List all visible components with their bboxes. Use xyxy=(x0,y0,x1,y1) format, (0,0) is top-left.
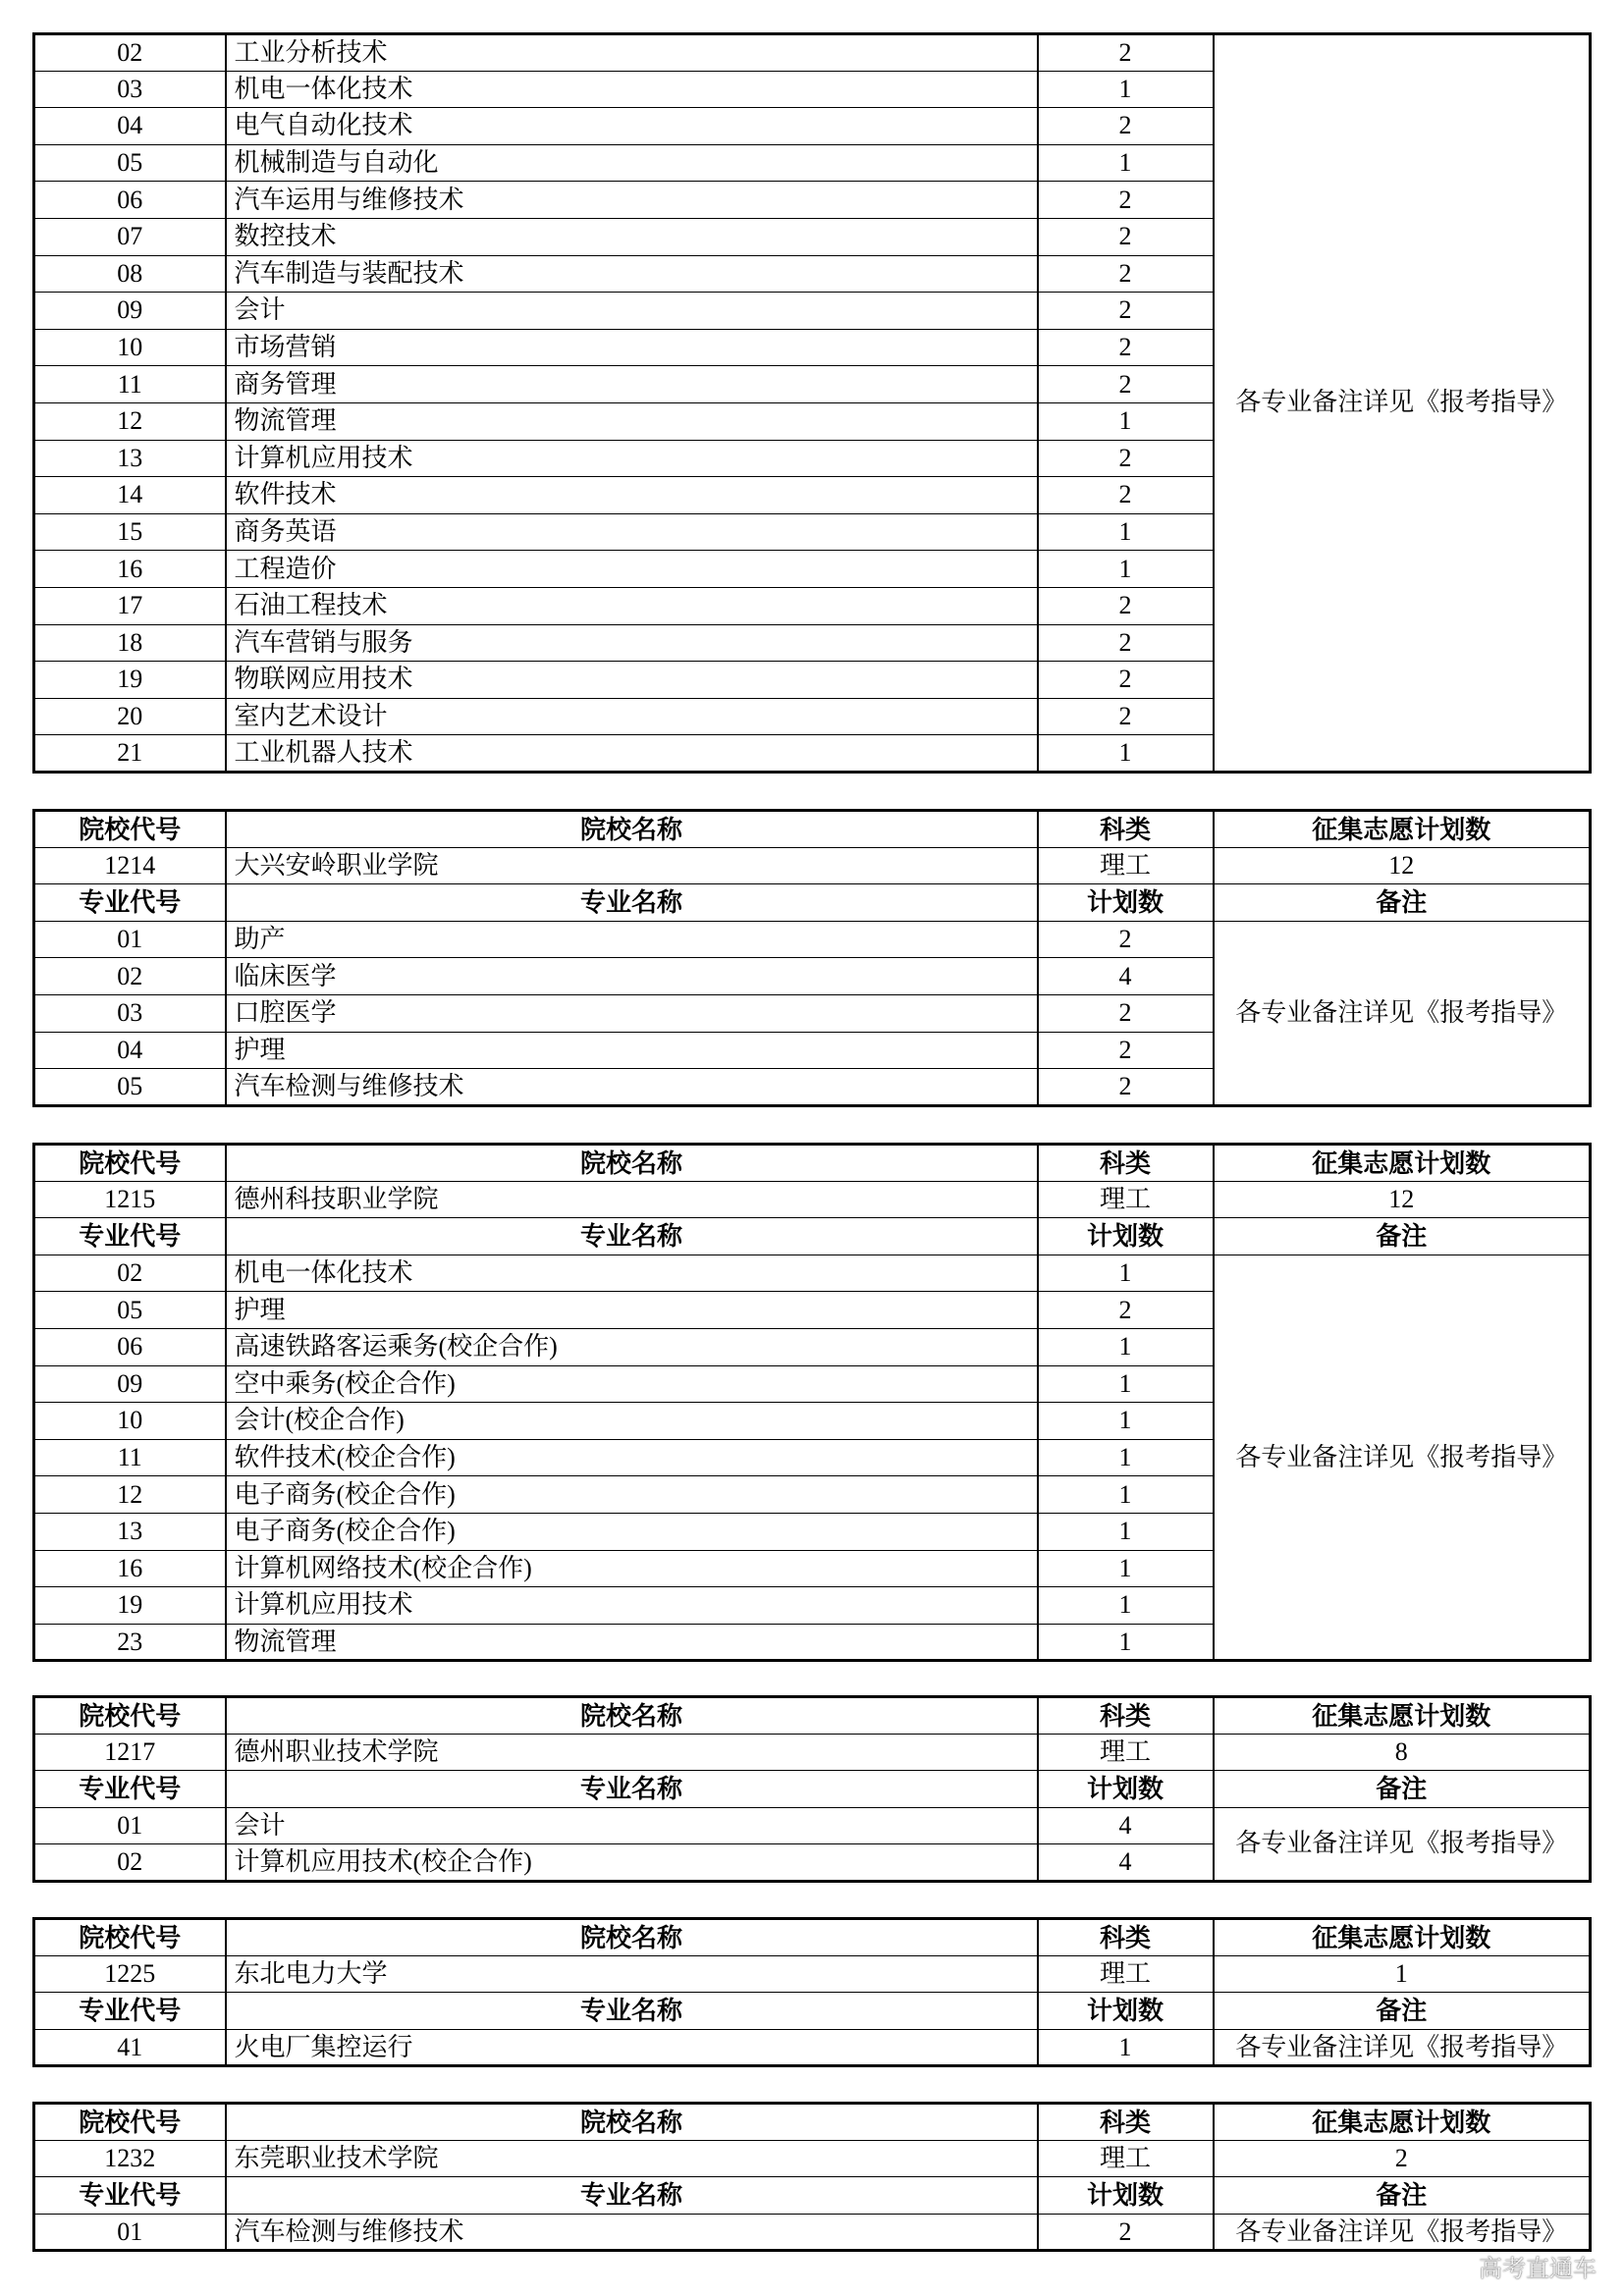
plan-count-cell: 4 xyxy=(1038,1844,1214,1882)
major-row xyxy=(34,34,1591,72)
plan-count-cell: 2 xyxy=(1038,366,1214,403)
school-info-row xyxy=(34,1955,1591,1993)
plan-count-cell: 2 xyxy=(1038,994,1214,1032)
remarks-note-cell: 各专业备注详见《报考指导》 xyxy=(1214,34,1591,773)
major-code-cell: 02 xyxy=(34,958,226,995)
major-code-cell: 05 xyxy=(34,1292,226,1329)
major-code-cell: 10 xyxy=(34,1403,226,1440)
major-name-cell: 临床医学 xyxy=(226,958,1038,995)
major-name-cell: 石油工程技术 xyxy=(226,587,1038,624)
major-name-cell: 护理 xyxy=(226,1032,1038,1069)
data-table xyxy=(32,809,1592,1107)
header-category: 科类 xyxy=(1038,2104,1214,2141)
data-table xyxy=(32,32,1592,774)
header-school-name: 院校名称 xyxy=(226,1145,1038,1182)
major-name-cell: 电气自动化技术 xyxy=(226,108,1038,145)
major-code-cell: 05 xyxy=(34,144,226,182)
major-header-row xyxy=(34,1993,1591,2030)
plan-count-cell: 2 xyxy=(1038,921,1214,958)
plan-count-cell: 2 xyxy=(1038,587,1214,624)
header-category: 科类 xyxy=(1038,1919,1214,1956)
remarks-note-cell: 各专业备注详见《报考指导》 xyxy=(1214,921,1591,1105)
school-code-cell: 1217 xyxy=(34,1734,226,1771)
major-code-cell: 04 xyxy=(34,108,226,145)
header-major-name: 专业名称 xyxy=(226,2177,1038,2215)
major-code-cell: 02 xyxy=(34,34,226,72)
major-name-cell: 工业分析技术 xyxy=(226,34,1038,72)
plan-count-cell: 2 xyxy=(1038,34,1214,72)
plan-count-cell: 2 xyxy=(1038,440,1214,477)
header-remarks: 备注 xyxy=(1214,1771,1591,1808)
plan-count-cell: 2 xyxy=(1038,218,1214,255)
school-name-cell: 东北电力大学 xyxy=(226,1955,1038,1993)
major-row xyxy=(34,2029,1591,2066)
header-remarks: 备注 xyxy=(1214,2177,1591,2215)
quota-cell: 1 xyxy=(1214,1955,1591,1993)
school-header-row xyxy=(34,1145,1591,1182)
major-name-cell: 计算机网络技术(校企合作) xyxy=(226,1550,1038,1587)
major-code-cell: 16 xyxy=(34,1550,226,1587)
header-school-code: 院校代号 xyxy=(34,2104,226,2141)
major-name-cell: 市场营销 xyxy=(226,329,1038,366)
major-name-cell: 工业机器人技术 xyxy=(226,735,1038,773)
major-code-cell: 06 xyxy=(34,1328,226,1365)
quota-cell: 12 xyxy=(1214,1181,1591,1218)
major-code-cell: 20 xyxy=(34,698,226,735)
major-name-cell: 护理 xyxy=(226,1292,1038,1329)
major-header-row xyxy=(34,884,1591,922)
major-row xyxy=(34,2214,1591,2251)
header-category: 科类 xyxy=(1038,811,1214,848)
plan-count-cell: 4 xyxy=(1038,958,1214,995)
header-category: 科类 xyxy=(1038,1697,1214,1735)
school-header-row xyxy=(34,2104,1591,2141)
school-info-row xyxy=(34,847,1591,884)
data-table xyxy=(32,1143,1592,1662)
header-school-code: 院校代号 xyxy=(34,1919,226,1956)
major-name-cell: 计算机应用技术(校企合作) xyxy=(226,1844,1038,1882)
header-quota: 征集志愿计划数 xyxy=(1214,1919,1591,1956)
header-plan: 计划数 xyxy=(1038,2177,1214,2215)
header-plan: 计划数 xyxy=(1038,1993,1214,2030)
header-school-name: 院校名称 xyxy=(226,2104,1038,2141)
major-code-cell: 10 xyxy=(34,329,226,366)
quota-cell: 2 xyxy=(1214,2140,1591,2177)
data-table xyxy=(32,2102,1592,2252)
major-name-cell: 火电厂集控运行 xyxy=(226,2029,1038,2066)
major-code-cell: 16 xyxy=(34,551,226,588)
major-name-cell: 物联网应用技术 xyxy=(226,662,1038,699)
header-major-code: 专业代号 xyxy=(34,884,226,922)
header-remarks: 备注 xyxy=(1214,1993,1591,2030)
major-name-cell: 软件技术(校企合作) xyxy=(226,1439,1038,1476)
school-code-cell: 1225 xyxy=(34,1955,226,1993)
plan-count-cell: 2 xyxy=(1038,662,1214,699)
major-name-cell: 商务管理 xyxy=(226,366,1038,403)
major-name-cell: 计算机应用技术 xyxy=(226,1587,1038,1625)
header-school-name: 院校名称 xyxy=(226,1919,1038,1956)
major-code-cell: 06 xyxy=(34,182,226,219)
header-quota: 征集志愿计划数 xyxy=(1214,811,1591,848)
school-header-row xyxy=(34,811,1591,848)
plan-count-cell: 1 xyxy=(1038,1328,1214,1365)
major-code-cell: 09 xyxy=(34,293,226,330)
plan-count-cell: 2 xyxy=(1038,1032,1214,1069)
major-name-cell: 机电一体化技术 xyxy=(226,71,1038,108)
header-quota: 征集志愿计划数 xyxy=(1214,2104,1591,2141)
major-code-cell: 11 xyxy=(34,366,226,403)
data-table xyxy=(32,1917,1592,2067)
category-cell: 理工 xyxy=(1038,1734,1214,1771)
major-name-cell: 汽车检测与维修技术 xyxy=(226,2214,1038,2251)
school-code-cell: 1214 xyxy=(34,847,226,884)
quota-cell: 8 xyxy=(1214,1734,1591,1771)
plan-count-cell: 2 xyxy=(1038,1069,1214,1106)
school-table xyxy=(32,2102,1589,2252)
header-major-code: 专业代号 xyxy=(34,2177,226,2215)
major-code-cell: 01 xyxy=(34,2214,226,2251)
school-name-cell: 大兴安岭职业学院 xyxy=(226,847,1038,884)
plan-count-cell: 1 xyxy=(1038,735,1214,773)
plan-count-cell: 2 xyxy=(1038,182,1214,219)
category-cell: 理工 xyxy=(1038,2140,1214,2177)
major-code-cell: 19 xyxy=(34,1587,226,1625)
major-code-cell: 13 xyxy=(34,1513,226,1550)
major-name-cell: 数控技术 xyxy=(226,218,1038,255)
major-name-cell: 汽车营销与服务 xyxy=(226,624,1038,662)
school-code-cell: 1215 xyxy=(34,1181,226,1218)
major-name-cell: 汽车制造与装配技术 xyxy=(226,255,1038,293)
school-table xyxy=(32,1143,1589,1662)
major-name-cell: 机电一体化技术 xyxy=(226,1255,1038,1292)
major-code-cell: 08 xyxy=(34,255,226,293)
school-info-row xyxy=(34,2140,1591,2177)
major-name-cell: 口腔医学 xyxy=(226,994,1038,1032)
major-code-cell: 07 xyxy=(34,218,226,255)
major-name-cell: 物流管理 xyxy=(226,1624,1038,1661)
header-school-code: 院校代号 xyxy=(34,1697,226,1735)
major-name-cell: 会计 xyxy=(226,1807,1038,1844)
remarks-note-cell: 各专业备注详见《报考指导》 xyxy=(1214,2029,1591,2066)
plan-count-cell: 2 xyxy=(1038,108,1214,145)
quota-cell: 12 xyxy=(1214,847,1591,884)
plan-count-cell: 1 xyxy=(1038,1624,1214,1661)
header-plan: 计划数 xyxy=(1038,884,1214,922)
header-remarks: 备注 xyxy=(1214,1218,1591,1255)
major-row xyxy=(34,1807,1591,1844)
category-cell: 理工 xyxy=(1038,1955,1214,1993)
major-code-cell: 18 xyxy=(34,624,226,662)
plan-count-cell: 1 xyxy=(1038,513,1214,551)
remarks-note-cell: 各专业备注详见《报考指导》 xyxy=(1214,1807,1591,1881)
major-row xyxy=(34,1255,1591,1292)
major-name-cell: 电子商务(校企合作) xyxy=(226,1476,1038,1514)
header-category: 科类 xyxy=(1038,1145,1214,1182)
major-code-cell: 12 xyxy=(34,1476,226,1514)
major-name-cell: 助产 xyxy=(226,921,1038,958)
school-header-row xyxy=(34,1697,1591,1735)
header-school-name: 院校名称 xyxy=(226,1697,1038,1735)
plan-count-cell: 2 xyxy=(1038,1292,1214,1329)
header-plan: 计划数 xyxy=(1038,1218,1214,1255)
header-school-code: 院校代号 xyxy=(34,1145,226,1182)
major-name-cell: 机械制造与自动化 xyxy=(226,144,1038,182)
plan-count-cell: 1 xyxy=(1038,1550,1214,1587)
data-table xyxy=(32,1695,1592,1883)
major-name-cell: 电子商务(校企合作) xyxy=(226,1513,1038,1550)
major-header-row xyxy=(34,1218,1591,1255)
major-code-cell: 01 xyxy=(34,1807,226,1844)
header-major-code: 专业代号 xyxy=(34,1218,226,1255)
major-code-cell: 17 xyxy=(34,587,226,624)
major-header-row xyxy=(34,2177,1591,2215)
header-major-name: 专业名称 xyxy=(226,1218,1038,1255)
major-name-cell: 商务英语 xyxy=(226,513,1038,551)
major-name-cell: 会计 xyxy=(226,293,1038,330)
plan-count-cell: 1 xyxy=(1038,1439,1214,1476)
major-name-cell: 高速铁路客运乘务(校企合作) xyxy=(226,1328,1038,1365)
major-code-cell: 11 xyxy=(34,1439,226,1476)
category-cell: 理工 xyxy=(1038,1181,1214,1218)
remarks-note-cell: 各专业备注详见《报考指导》 xyxy=(1214,2214,1591,2251)
school-table xyxy=(32,1917,1589,2067)
school-info-row xyxy=(34,1181,1591,1218)
plan-count-cell: 1 xyxy=(1038,1403,1214,1440)
major-code-cell: 21 xyxy=(34,735,226,773)
major-name-cell: 空中乘务(校企合作) xyxy=(226,1365,1038,1403)
major-code-cell: 02 xyxy=(34,1255,226,1292)
school-name-cell: 德州科技职业学院 xyxy=(226,1181,1038,1218)
plan-count-cell: 1 xyxy=(1038,1587,1214,1625)
plan-count-cell: 4 xyxy=(1038,1807,1214,1844)
major-code-cell: 13 xyxy=(34,440,226,477)
major-name-cell: 会计(校企合作) xyxy=(226,1403,1038,1440)
school-name-cell: 德州职业技术学院 xyxy=(226,1734,1038,1771)
plan-count-cell: 1 xyxy=(1038,402,1214,440)
major-header-row xyxy=(34,1771,1591,1808)
remarks-note-cell: 各专业备注详见《报考指导》 xyxy=(1214,1255,1591,1661)
major-code-cell: 03 xyxy=(34,994,226,1032)
major-name-cell: 软件技术 xyxy=(226,477,1038,514)
header-remarks: 备注 xyxy=(1214,884,1591,922)
major-name-cell: 汽车运用与维修技术 xyxy=(226,182,1038,219)
header-plan: 计划数 xyxy=(1038,1771,1214,1808)
major-name-cell: 计算机应用技术 xyxy=(226,440,1038,477)
major-name-cell: 室内艺术设计 xyxy=(226,698,1038,735)
header-quota: 征集志愿计划数 xyxy=(1214,1697,1591,1735)
major-code-cell: 02 xyxy=(34,1844,226,1882)
plan-count-cell: 1 xyxy=(1038,1513,1214,1550)
plan-count-cell: 2 xyxy=(1038,293,1214,330)
major-code-cell: 05 xyxy=(34,1069,226,1106)
header-school-code: 院校代号 xyxy=(34,811,226,848)
school-name-cell: 东莞职业技术学院 xyxy=(226,2140,1038,2177)
school-info-row xyxy=(34,1734,1591,1771)
plan-count-cell: 2 xyxy=(1038,624,1214,662)
plan-count-cell: 1 xyxy=(1038,71,1214,108)
plan-count-cell: 2 xyxy=(1038,329,1214,366)
plan-count-cell: 2 xyxy=(1038,2214,1214,2251)
major-code-cell: 09 xyxy=(34,1365,226,1403)
header-major-name: 专业名称 xyxy=(226,1771,1038,1808)
header-major-name: 专业名称 xyxy=(226,884,1038,922)
header-major-code: 专业代号 xyxy=(34,1993,226,2030)
header-major-name: 专业名称 xyxy=(226,1993,1038,2030)
continued-major-table xyxy=(32,32,1589,774)
major-name-cell: 汽车检测与维修技术 xyxy=(226,1069,1038,1106)
plan-count-cell: 1 xyxy=(1038,1476,1214,1514)
header-quota: 征集志愿计划数 xyxy=(1214,1145,1591,1182)
school-table xyxy=(32,809,1589,1107)
plan-count-cell: 2 xyxy=(1038,255,1214,293)
major-code-cell: 19 xyxy=(34,662,226,699)
major-name-cell: 工程造价 xyxy=(226,551,1038,588)
plan-count-cell: 1 xyxy=(1038,1365,1214,1403)
major-code-cell: 12 xyxy=(34,402,226,440)
plan-count-cell: 1 xyxy=(1038,1255,1214,1292)
major-code-cell: 41 xyxy=(34,2029,226,2066)
plan-count-cell: 2 xyxy=(1038,698,1214,735)
major-code-cell: 01 xyxy=(34,921,226,958)
plan-count-cell: 1 xyxy=(1038,551,1214,588)
major-code-cell: 03 xyxy=(34,71,226,108)
school-code-cell: 1232 xyxy=(34,2140,226,2177)
major-code-cell: 04 xyxy=(34,1032,226,1069)
school-header-row xyxy=(34,1919,1591,1956)
category-cell: 理工 xyxy=(1038,847,1214,884)
plan-count-cell: 2 xyxy=(1038,477,1214,514)
major-name-cell: 物流管理 xyxy=(226,402,1038,440)
plan-count-cell: 1 xyxy=(1038,2029,1214,2066)
major-row xyxy=(34,921,1591,958)
watermark: 高考直通车 xyxy=(1479,2256,1597,2282)
school-table xyxy=(32,1695,1589,1883)
major-code-cell: 15 xyxy=(34,513,226,551)
major-code-cell: 23 xyxy=(34,1624,226,1661)
major-code-cell: 14 xyxy=(34,477,226,514)
header-major-code: 专业代号 xyxy=(34,1771,226,1808)
header-school-name: 院校名称 xyxy=(226,811,1038,848)
plan-count-cell: 1 xyxy=(1038,144,1214,182)
